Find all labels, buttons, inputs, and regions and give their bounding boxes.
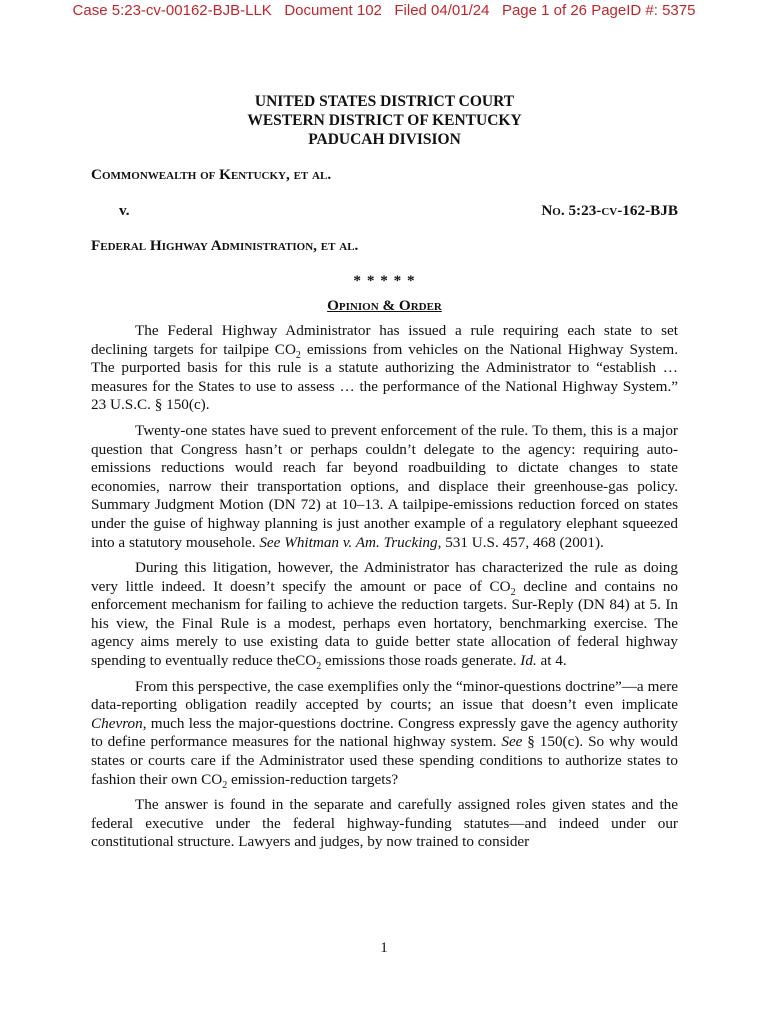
paragraph-1: [91, 322, 678, 415]
subscript: 2: [295, 349, 301, 361]
paragraph-text: The answer is found in the separate and carefully assigned roles given states and the federal executive under the federal highway-funding statutes—and indeed under our constitutional structure. Lawyers and judges, by now trained to consider: [91, 796, 678, 851]
subscript: 2: [510, 586, 516, 598]
paragraph-text: The Federal Highway Administrator has issued a rule requiring each state to set declining targets for tailpipe CO: [91, 321, 678, 358]
court-name: UNITED STATES DISTRICT COURT: [254, 93, 515, 110]
court-division: PADUCAH DIVISION: [308, 131, 461, 148]
document-title-text: Opinion & Order: [327, 297, 442, 315]
page-number: 1: [380, 940, 388, 956]
paragraph-text: decline and contains no enforcement mechanism for failing to achieve the reduction targets. Sur-Reply (DN 84) at 5. In his view, the Final Rule is a modest, perhaps even hortatory, benchmarking exercise. The agency aims merely to use existing data to guide better state allocation of federal highway spending to eventually reduce theCO: [91, 577, 679, 670]
paragraph-text: , 531 U.S. 457, 468 (2001).: [437, 533, 604, 551]
case-caption-row: [91, 202, 678, 221]
case-citation: Whitman v. Am. Trucking: [284, 533, 438, 551]
citation-signal: Id.: [520, 652, 537, 670]
subscript: 2: [222, 779, 228, 791]
court-heading: [91, 92, 678, 149]
paragraph-text: Twenty-one states have sued to prevent enforcement of the rule. To them, this is a major question that Congress hasn’t or perhaps couldn’t delegate to the agency: requiring auto-emissions reductions would reach far beyond roadbuilding to dictate changes to state economies, narrow their transportation options, and displace their greenhouse-gas policy. Summary Judgment Motion (DN 72) at 10–13. A tailpipe-emissions reduction forced on states under the guise of highway planning is just another example of a regulatory elephant squeezed into a statutory mousehole.: [91, 421, 678, 551]
defendant-name: Federal Highway Administration, et al.: [91, 237, 359, 255]
case-header-stamp: Case 5:23-cv-00162-BJB-LLK Document 102 Filed 04/01/24 Page 1 of 26 PageID #: 5375: [72, 2, 696, 19]
subscript: 2: [316, 661, 322, 673]
section-divider: * * * * *: [353, 271, 416, 289]
paragraph-2: [91, 422, 678, 552]
citation-signal: See: [259, 533, 281, 551]
paragraph-5: [91, 796, 678, 852]
paragraph-text: § 150(c). So why would states or courts care if the Administrator used these spending conditions to authorize states to fashion their own CO: [91, 733, 678, 788]
paragraph-text: emissions from vehicles on the National Highway System. The purported basis for this rule is a statute authorizing the Administrator to “establish … measures for the States to use to assess … the performance of the National Highway System.” 23 U.S.C. § 150(c).: [91, 340, 678, 414]
citation-signal: See: [501, 733, 523, 751]
case-citation: Chevron: [91, 714, 143, 732]
document-page: [91, 92, 678, 852]
paragraph-text: emissions those roads generate.: [321, 652, 521, 670]
document-title: [91, 297, 678, 316]
paragraph-text: During this litigation, however, the Administrator has characterized the rule as doing very little indeed. It doesn’t specify the amount or pace of CO: [91, 559, 678, 595]
case-number: No. 5:23-cv-162-BJB: [541, 201, 678, 219]
paragraph-3: [91, 559, 678, 671]
paragraph-text: , much less the major-questions doctrine. Congress expressly gave the agency authority to define performance measures for the national highway system.: [91, 714, 678, 751]
paragraph-text: emission-reduction targets?: [227, 770, 399, 788]
plaintiff-name: Commonwealth of Kentucky, et al.: [91, 166, 332, 183]
court-district: WESTERN DISTRICT OF KENTUCKY: [247, 112, 522, 129]
versus-label: v.: [119, 201, 130, 219]
paragraph-text: at 4.: [536, 652, 567, 670]
paragraph-4: [91, 678, 678, 790]
paragraph-text: From this perspective, the case exemplifies only the “minor-questions doctrine”—a mere data-reporting obligation readily accepted by courts; an issue that doesn’t even implicate: [91, 677, 678, 714]
